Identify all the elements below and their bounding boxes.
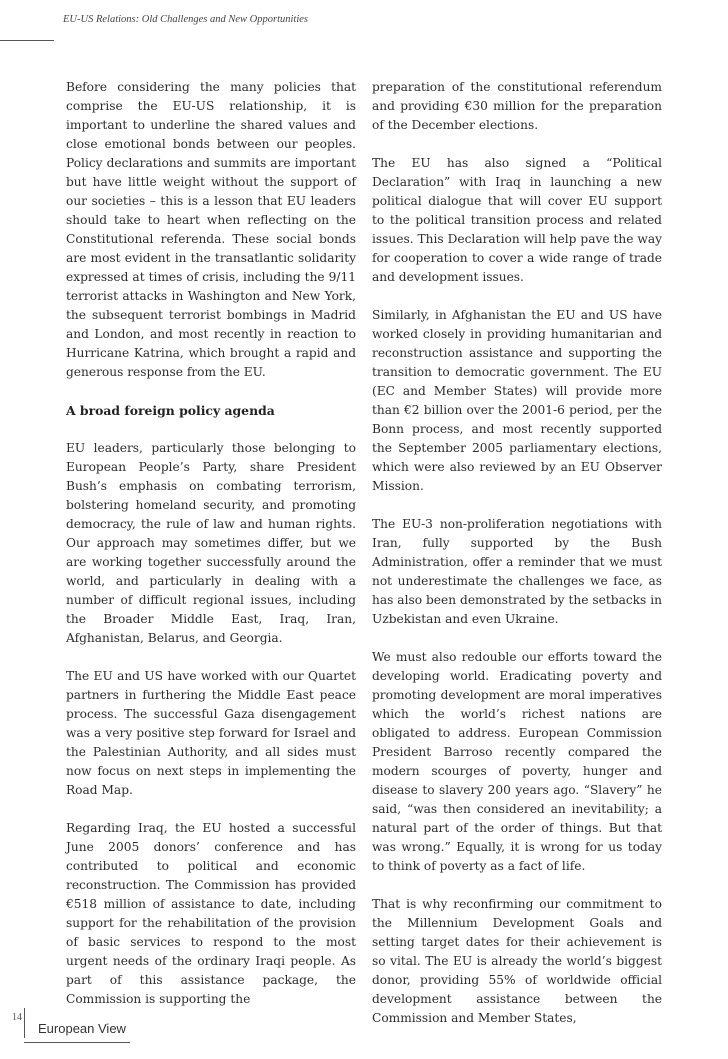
paragraph: Regarding Iraq, the EU hosted a successful June 2005 donors’ conference and has contributed to political and economic reconstruction. The Commission has provided €518 million of assistance to date, including support for the rehabilitation of the provision of basic services to respond to the most urgent needs of the ordinary Iraqi people. As part of this assistance package, the Commission is supporting the	[66, 821, 356, 1006]
paragraph: The EU has also signed a “Political Declaration” with Iraq in launching a new political dialogue that will cover EU support to the political transition process and related issues. This Declaration will help pave the way for cooperation to cover a wide range of trade and development issues.	[372, 156, 662, 284]
paragraph: That is why reconfirming our commitment to the Millennium Development Goals and setting target dates for their achievement is so vital. The EU is already the world’s biggest donor, providing 55% of worldwide official development assistance between the Commission and Member States,	[372, 897, 662, 1025]
right-column	[372, 78, 662, 1047]
left-column	[66, 78, 356, 1028]
running-title: EU-US Relations: Old Challenges and New Opportunities	[63, 14, 308, 25]
header-rule	[0, 40, 54, 41]
paragraph: preparation of the constitutional referendum and providing €30 million for the preparation of the December elections.	[372, 80, 662, 132]
section-heading: A broad foreign policy agenda	[66, 403, 275, 418]
page-number: 14	[12, 1012, 22, 1023]
paragraph: Similarly, in Afghanistan the EU and US have worked closely in providing humanitarian and reconstruction assistance and supporting the transition to democratic government. The EU (EC and Member States) will provide more than €2 billion over the 2001-6 period, per the Bonn process, and most recently supported the September 2005 parliamentary elections, which were also reviewed by an EU Observer Mission.	[372, 308, 662, 493]
paragraph: Before considering the many policies that comprise the EU-US relationship, it is important to underline the shared values and close emotional bonds between our peoples. Policy declarations and summits are important but have little weight without the support of our societies – this is a lesson that EU leaders should take to heart when reflecting on the Constitutional referenda. These social bonds are most evident in the transatlantic solidarity expressed at times of crisis, including the 9/11 terrorist attacks in Washington and New York, the subsequent terrorist bombings in Madrid and London, and most recently in reaction to Hurricane Katrina, which brought a rapid and generous response from the EU.	[66, 80, 356, 379]
paragraph: The EU and US have worked with our Quartet partners in furthering the Middle East peace process. The successful Gaza disengagement was a very positive step forward for Israel and the Palestinian Authority, and all sides must now focus on next steps in implementing the Road Map.	[66, 669, 356, 797]
footer-side-rule	[24, 1008, 25, 1038]
publication-name: European View	[38, 1021, 126, 1036]
paragraph: EU leaders, particularly those belonging to European People’s Party, share President Bush’s emphasis on combating terrorism, bolstering homeland security, and promoting democracy, the rule of law and human rights. Our approach may sometimes differ, but we are working together successfully around the world, and particularly in dealing with a number of difficult regional issues, including the Broader Middle East, Iraq, Iran, Afghanistan, Belarus, and Georgia.	[66, 441, 356, 645]
paragraph: We must also redouble our efforts toward the developing world. Eradicating poverty and promoting development are moral imperatives which the world’s richest nations are obligated to address. European Commission President Barroso recently compared the modern scourges of poverty, hunger and disease to slavery 200 years ago. “Slavery” he said, “was then considered an inevitability; a natural part of the order of things. But that was wrong.” Equally, it is wrong for us today to think of poverty as a fact of life.	[372, 650, 662, 873]
paragraph: The EU-3 non-proliferation negotiations with Iran, fully supported by the Bush Administration, offer a reminder that we must not underestimate the challenges we face, as has also been demonstrated by the setbacks in Uzbekistan and even Ukraine.	[372, 517, 662, 626]
footer-rule	[24, 1042, 130, 1043]
